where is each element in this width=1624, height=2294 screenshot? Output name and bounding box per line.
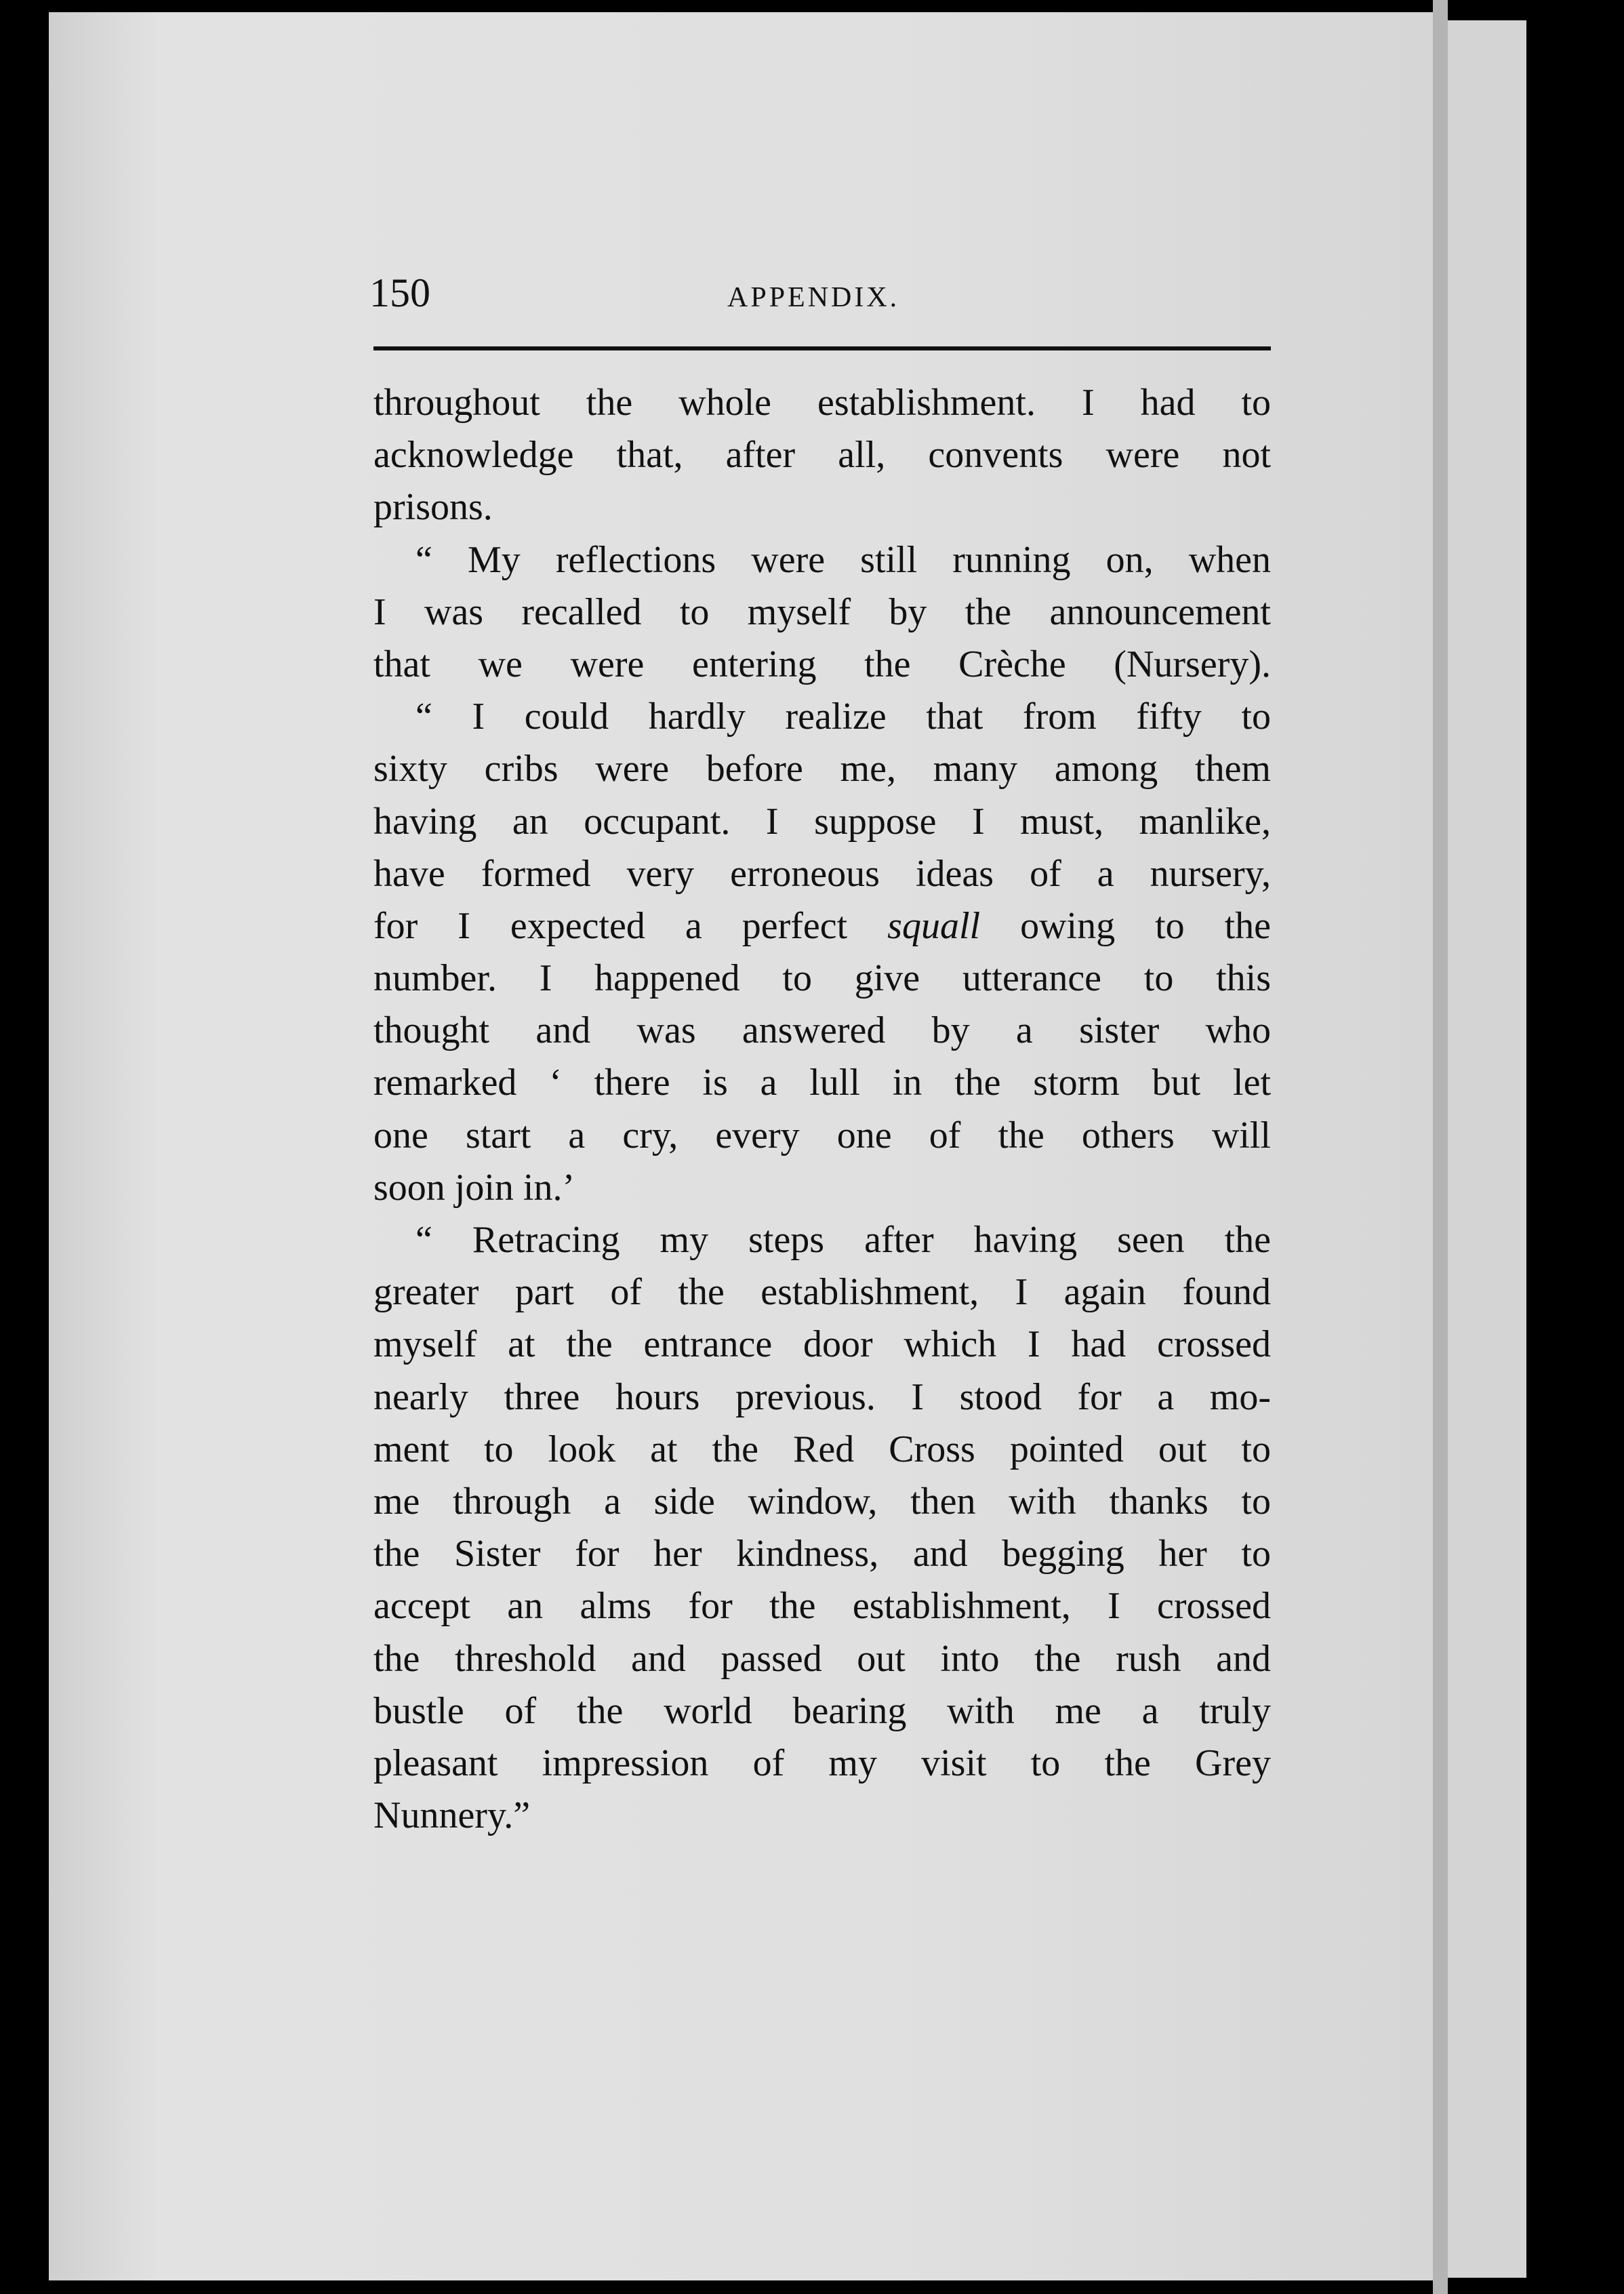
text-line: sixty cribs were before me, many among them (373, 748, 1271, 790)
text-line: I was recalled to myself by the announcement (373, 590, 1271, 633)
text-line: remarked ‘ there is a lull in the storm but let (373, 1062, 1271, 1104)
running-head: APPENDIX. (727, 282, 900, 313)
page-header (369, 266, 1272, 327)
text-line: “ Retracing my steps after having seen the (415, 1219, 1271, 1261)
text-line: acknowledge that, after all, convents were not (373, 434, 1271, 477)
text-segment: owing to the (1020, 904, 1271, 947)
text-line: soon join in.’ (373, 1166, 575, 1209)
text-line: prisons. (373, 486, 493, 529)
text-line: me through a side window, then with thanks to (373, 1480, 1271, 1523)
text-line: the Sister for her kindness, and begging her to (373, 1533, 1271, 1575)
text-line: ment to look at the Red Cross pointed out to (373, 1428, 1271, 1470)
page-gutter (1433, 0, 1448, 2294)
text-line: number. I happened to give utterance to this (373, 957, 1271, 1000)
adjacent-page-edge (1448, 20, 1526, 2278)
text-line: have formed very erroneous ideas of a nursery, (373, 852, 1271, 895)
text-line-with-italic (373, 900, 1271, 952)
text-line: that we were entering the Crèche (Nursery). (373, 643, 1271, 685)
italic-word: squall (887, 904, 981, 947)
text-line: pleasant impression of my visit to the Grey (373, 1742, 1271, 1784)
body-text (373, 377, 1271, 1842)
text-line: the threshold and passed out into the rush and (373, 1637, 1271, 1680)
header-rule (373, 346, 1271, 350)
text-line: Nunnery.” (373, 1794, 531, 1837)
text-line: “ I could hardly realize that from fifty to (415, 696, 1271, 738)
text-line: myself at the entrance door which I had crossed (373, 1323, 1271, 1366)
text-line: having an occupant. I suppose I must, manlike, (373, 800, 1271, 843)
text-line: greater part of the establishment, I again found (373, 1271, 1271, 1314)
text-line: thought and was answered by a sister who (373, 1009, 1271, 1052)
text-line: one start a cry, every one of the others will (373, 1114, 1271, 1156)
text-line: “ My reflections were still running on, when (415, 538, 1271, 581)
page-number: 150 (369, 270, 430, 315)
text-line: accept an alms for the establishment, I crossed (373, 1585, 1271, 1628)
scan-border (1526, 0, 1624, 2294)
text-segment: for I expected a perfect (373, 904, 848, 947)
text-line: bustle of the world bearing with me a truly (373, 1689, 1271, 1732)
text-line: throughout the whole establishment. I had to (373, 382, 1271, 424)
text-line: nearly three hours previous. I stood for a mo- (373, 1375, 1271, 1418)
